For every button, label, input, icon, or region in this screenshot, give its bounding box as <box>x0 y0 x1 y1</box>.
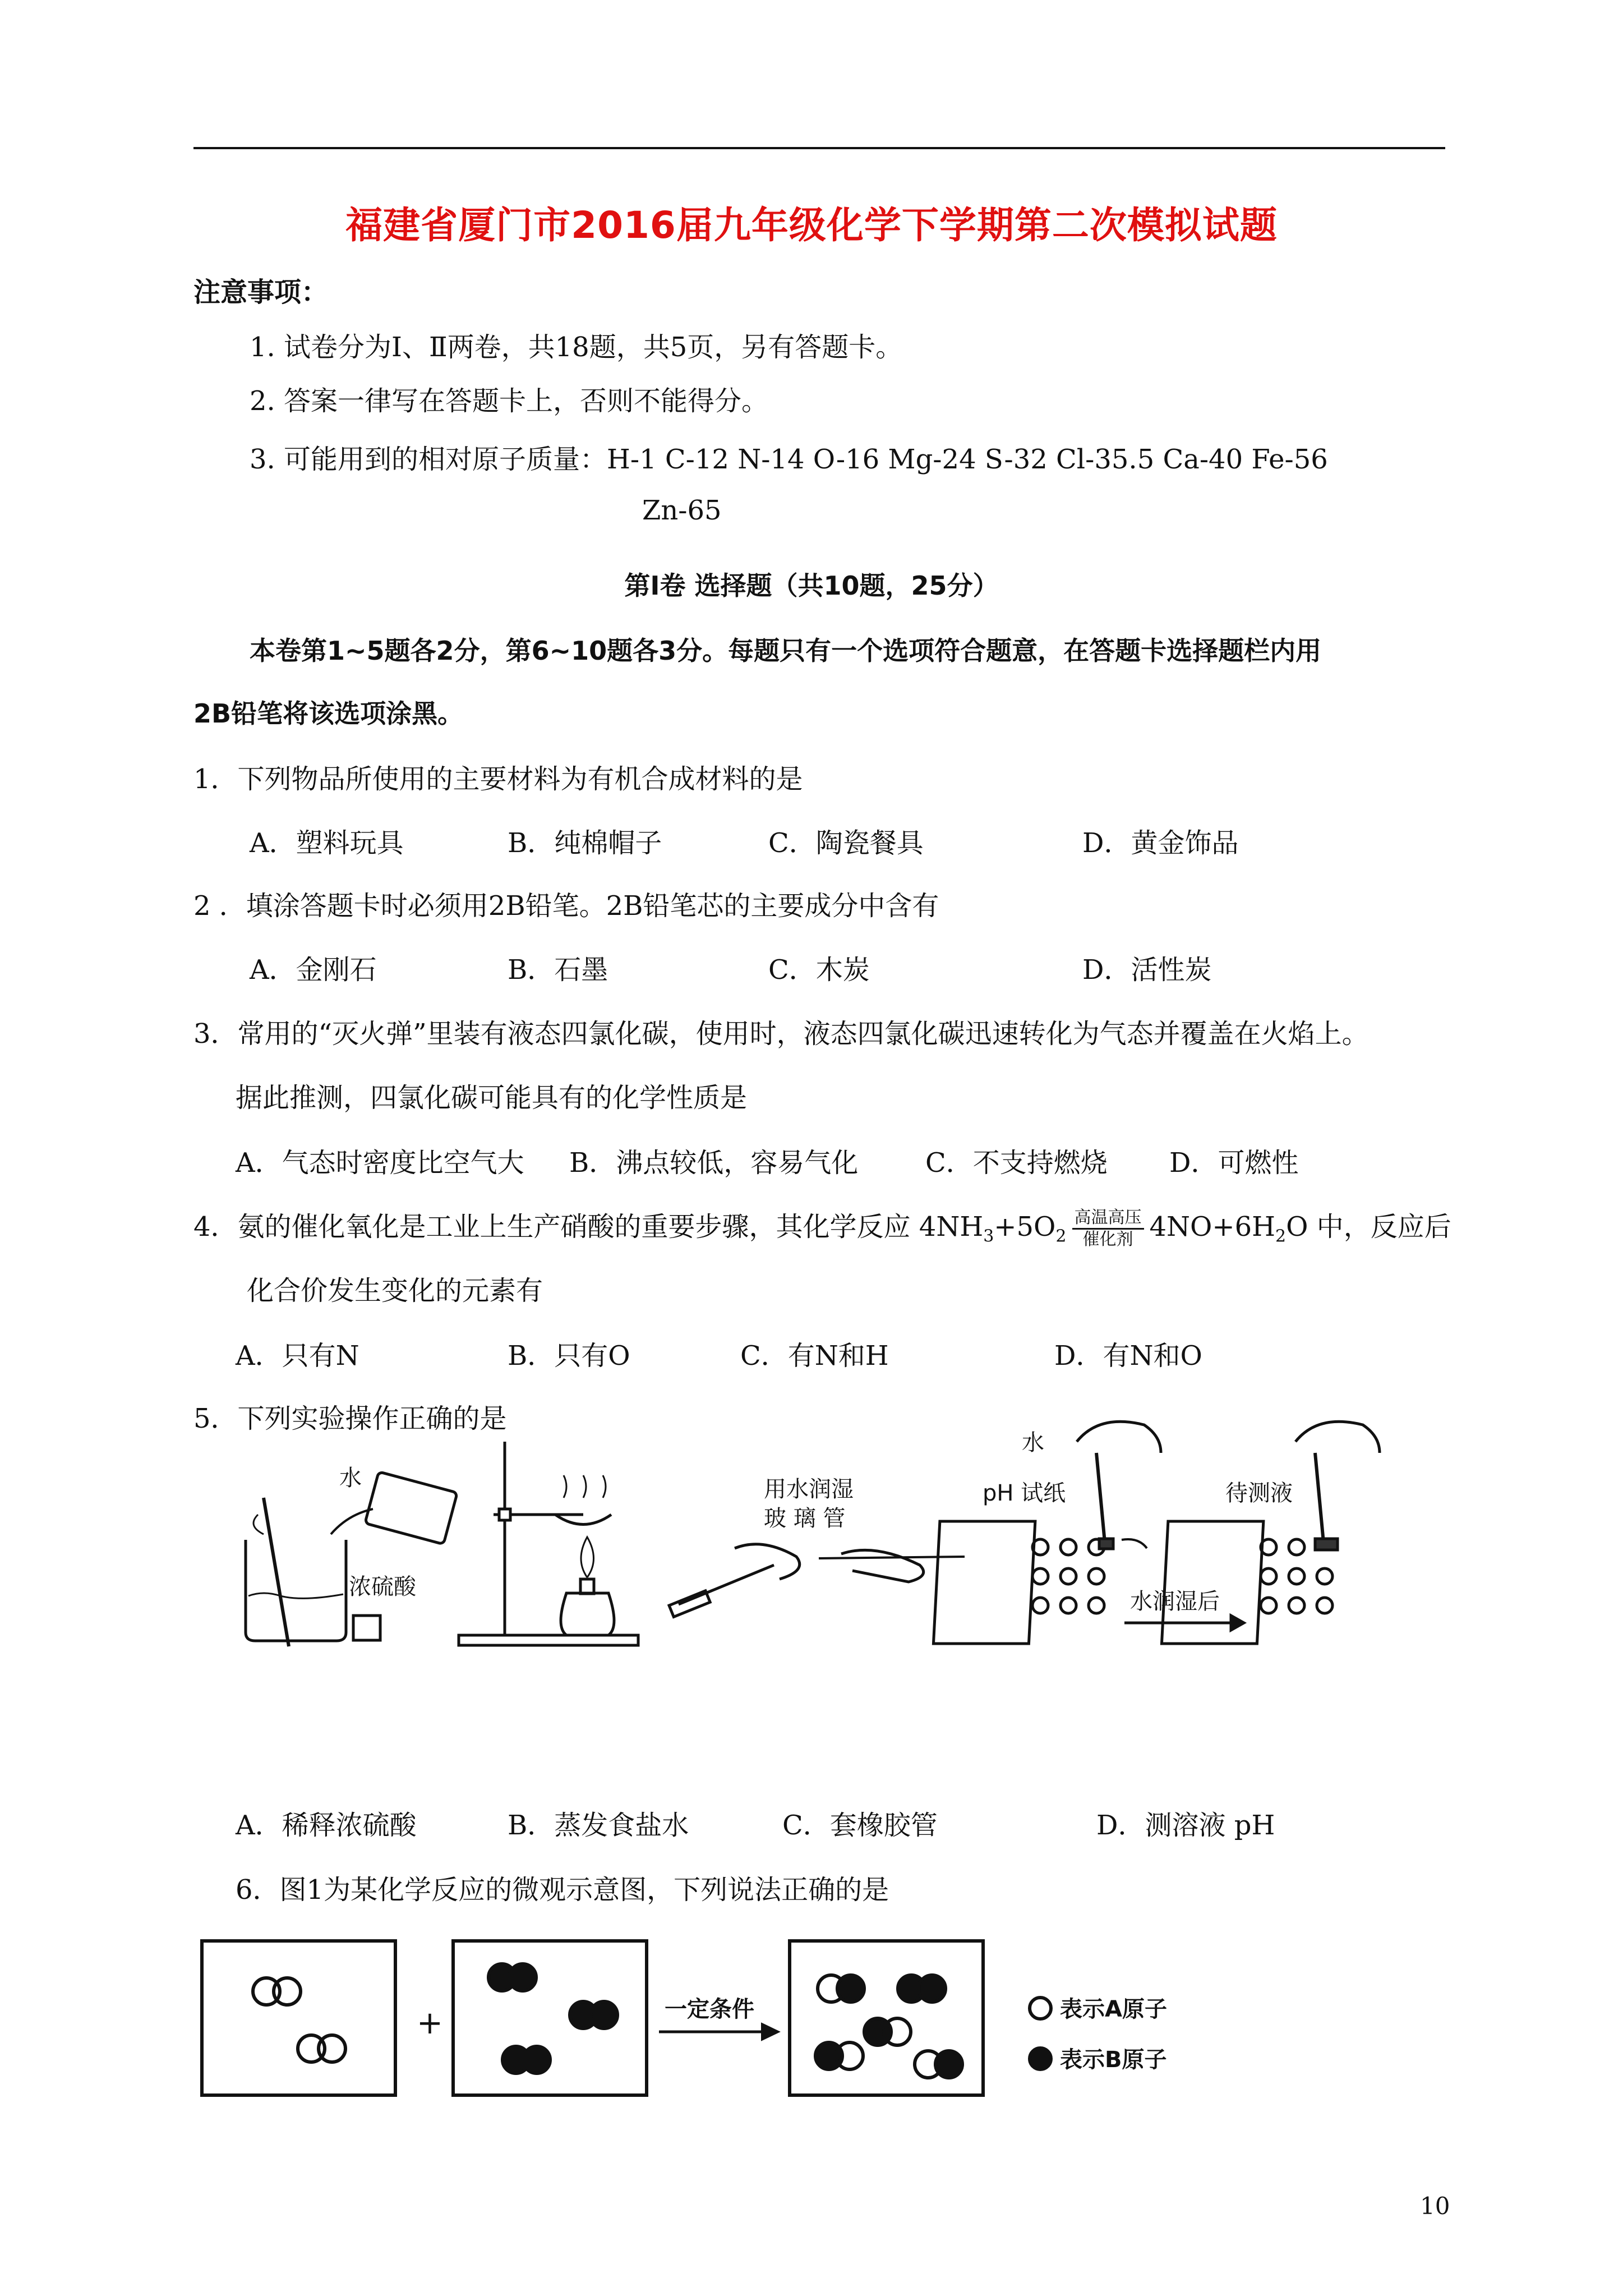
section-instruction-1: 本卷第1~5题各2分，第6~10题各3分。每题只有一个选项符合题意，在答题卡选择题栏内用 <box>250 636 1322 666</box>
q6-legend-a: 表示A原子 <box>1060 1996 1167 2022</box>
q5-option-c: C．套橡胶管 <box>782 1810 938 1841</box>
q5-label-water: 水 <box>339 1465 362 1491</box>
notice-item-3-cont: Zn-65 <box>642 495 722 526</box>
section-heading: 第Ⅰ卷 选择题（共10题，25分） <box>624 570 999 601</box>
q2-option-d: D．活性炭 <box>1082 954 1212 986</box>
q5-label-after-wet: 水润湿后 <box>1130 1589 1220 1614</box>
q2-stem: 2 ．填涂答题卡时必须用2B铅笔。2B铅笔芯的主要成分中含有 <box>193 890 939 922</box>
q5-option-b: B．蒸发食盐水 <box>508 1810 689 1841</box>
q1-option-d: D．黄金饰品 <box>1082 827 1239 859</box>
q1-option-a: A．塑料玩具 <box>250 827 404 859</box>
q5-figure-c-rubber-tube <box>669 1544 965 1617</box>
q2-option-b: B．石墨 <box>508 954 608 986</box>
q4-option-c: C．有N和H <box>740 1340 889 1372</box>
page-title: 福建省厦门市2016届九年级化学下学期第二次模拟试题 <box>345 204 1278 247</box>
section-instruction-2: 2B铅笔将该选项涂黑。 <box>193 698 464 729</box>
q3-stem-line2: 据此推测，四氯化碳可能具有的化学性质是 <box>236 1082 748 1114</box>
q2-option-c: C．木炭 <box>768 954 870 986</box>
q4-option-b: B．只有O <box>508 1340 630 1372</box>
notice-heading: 注意事项： <box>193 277 329 308</box>
q3-stem-line1: 3．常用的“灭火弹”里装有液态四氯化碳，使用时，液态四氯化碳迅速转化为气态并覆盖在火焰上。 <box>193 1018 1369 1050</box>
q4-reaction-condition: 高温高压 催化剂 <box>1072 1208 1144 1250</box>
page-number: 10 <box>1420 2192 1450 2220</box>
q4-option-a: A．只有N <box>236 1340 359 1372</box>
q5-label-wet-1: 用水润湿 <box>764 1476 854 1502</box>
q5-stem: 5．下列实验操作正确的是 <box>193 1403 507 1434</box>
q5-label-water-2: 水 <box>1022 1430 1044 1456</box>
q6-figure <box>202 1941 1051 2095</box>
q6-plus-sign: + <box>417 2005 443 2041</box>
notice-item-3: 3. 可能用到的相对原子质量：H-1 C-12 N-14 O-16 Mg-24 S-32 Cl-35.5 Ca-40 Fe-56 <box>250 444 1328 475</box>
notice-item-2: 2. 答案一律写在答题卡上，否则不能得分。 <box>250 385 769 417</box>
q3-option-c: C．不支持燃烧 <box>925 1147 1108 1179</box>
q5-option-a: A．稀释浓硫酸 <box>236 1810 417 1841</box>
q4-stem-line2: 化合价发生变化的元素有 <box>247 1275 543 1306</box>
q5-label-test-solution: 待测液 <box>1225 1480 1293 1506</box>
q5-option-d: D．测溶液 pH <box>1096 1810 1275 1841</box>
q4-option-d: D．有N和O <box>1054 1340 1202 1372</box>
q2-option-a: A．金刚石 <box>250 954 377 986</box>
q5-figure-a-dilute-acid <box>246 1472 457 1646</box>
q4-stem-line1: 4．氨的催化氧化是工业上生产硝酸的重要步骤，其化学反应 $4NH_3+5O_2$ 高温高压 催化剂 $4NO+6H_2O$ 中，反应后 <box>193 1208 1451 1249</box>
q6-stem: 6．图1为某化学反应的微观示意图，下列说法正确的是 <box>236 1874 889 1906</box>
q3-option-b: B．沸点较低，容易气化 <box>569 1147 859 1179</box>
q5-label-ph-paper: pH 试纸 <box>983 1480 1066 1506</box>
q5-label-acid: 浓硫酸 <box>349 1574 416 1600</box>
q5-figure-b-evaporate <box>459 1442 638 1645</box>
q5-label-wet-2: 玻 璃 管 <box>764 1506 846 1531</box>
q1-option-b: B．纯棉帽子 <box>508 827 662 859</box>
q6-legend-b: 表示B原子 <box>1060 2047 1167 2073</box>
q1-stem: 1．下列物品所使用的主要材料为有机合成材料的是 <box>193 763 803 795</box>
q6-condition: 一定条件 <box>665 1996 754 2022</box>
notice-item-1: 1. 试卷分为Ⅰ、Ⅱ两卷，共18题，共5页，另有答题卡。 <box>250 332 903 363</box>
q3-option-a: A．气态时密度比空气大 <box>236 1147 524 1179</box>
q3-option-d: D．可燃性 <box>1169 1147 1299 1179</box>
q1-option-c: C．陶瓷餐具 <box>768 827 924 859</box>
